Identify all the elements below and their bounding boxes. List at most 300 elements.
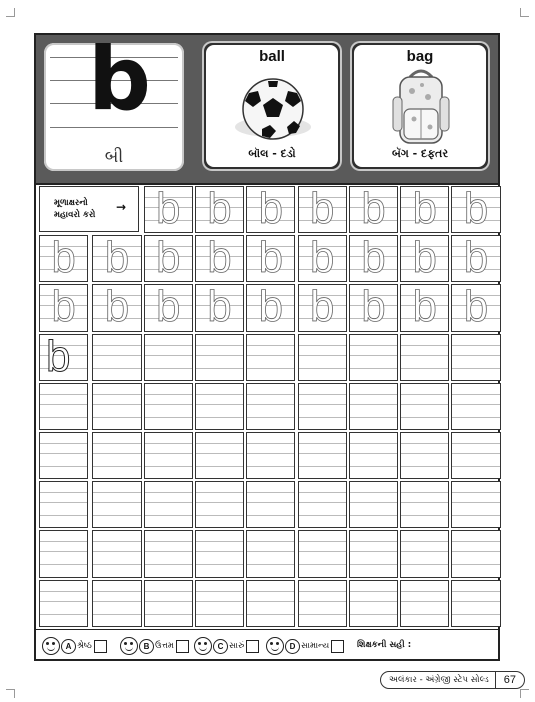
practice-cell[interactable] [39, 580, 88, 627]
guide-line [452, 466, 499, 467]
guide-line [40, 502, 87, 503]
guide-line [145, 443, 192, 444]
practice-cell[interactable] [349, 284, 398, 331]
practice-cell[interactable] [92, 334, 141, 381]
guide-line [196, 591, 243, 592]
guide-line [350, 564, 397, 565]
guide-line [40, 466, 87, 467]
guide-line [93, 591, 140, 592]
grade-letter: C [213, 639, 228, 654]
guide-line [299, 502, 346, 503]
practice-cell[interactable] [298, 530, 347, 577]
guide-line [299, 345, 346, 346]
practice-cell[interactable] [298, 334, 347, 381]
practice-cell[interactable] [349, 235, 398, 282]
crop-mark [6, 8, 15, 17]
guide-line [196, 541, 243, 542]
guide-line [299, 404, 346, 405]
practice-cell[interactable] [246, 383, 295, 430]
practice-cell[interactable] [195, 235, 244, 282]
trace-letter: b [309, 235, 335, 283]
trace-letter: b [207, 235, 232, 283]
guide-line [452, 355, 499, 356]
practice-cell[interactable] [349, 580, 398, 627]
trace-letter: b [258, 186, 284, 233]
practice-cell[interactable] [195, 186, 244, 233]
guide-line [93, 551, 140, 552]
trace-letter: b [51, 284, 76, 332]
practice-cell[interactable] [451, 530, 500, 577]
guide-line [299, 355, 346, 356]
practice-cell[interactable] [451, 432, 500, 479]
practice-cell[interactable] [246, 432, 295, 479]
guide-line [40, 515, 87, 516]
card-caption: બૅગ - દફતર [391, 147, 449, 160]
smiley-icon [120, 637, 138, 655]
grade-label: ઉત્તમ [155, 641, 174, 651]
practice-cell[interactable] [92, 530, 141, 577]
practice-cell[interactable] [451, 580, 500, 627]
guide-line [247, 564, 294, 565]
practice-cell[interactable] [298, 481, 347, 528]
guide-line [350, 466, 397, 467]
practice-cell[interactable] [144, 235, 193, 282]
practice-cell[interactable] [39, 284, 88, 331]
practice-cell[interactable] [92, 580, 141, 627]
guide-line [350, 453, 397, 454]
practice-cell[interactable] [451, 383, 500, 430]
guide-line [247, 443, 294, 444]
guide-line [401, 355, 448, 356]
guide-line [452, 601, 499, 602]
practice-cell[interactable] [92, 383, 141, 430]
guide-line [196, 502, 243, 503]
guide-line [196, 466, 243, 467]
guide-line [93, 502, 140, 503]
guide-line [247, 492, 294, 493]
guide-line [145, 502, 192, 503]
guide-line [247, 541, 294, 542]
guide-line [452, 394, 499, 395]
trace-letter: b [207, 186, 232, 233]
guide-line [40, 492, 87, 493]
practice-cell[interactable] [400, 383, 449, 430]
practice-cell[interactable] [298, 284, 347, 331]
trace-letter: b [51, 235, 76, 283]
guide-line [350, 394, 397, 395]
practice-cell[interactable] [195, 432, 244, 479]
practice-cell[interactable] [451, 235, 500, 282]
guide-line [350, 404, 397, 405]
guide-line [93, 515, 140, 516]
guide-line [247, 601, 294, 602]
guide-line [93, 614, 140, 615]
practice-cell[interactable] [246, 530, 295, 577]
guide-line [247, 394, 294, 395]
worksheet-frame [34, 33, 500, 661]
practice-cell[interactable] [349, 481, 398, 528]
practice-cell[interactable] [349, 432, 398, 479]
guide-line [452, 564, 499, 565]
grade-checkbox[interactable] [246, 640, 259, 653]
guide-line [401, 614, 448, 615]
guide-line [401, 541, 448, 542]
trace-letter: b [258, 284, 284, 332]
guide-line [350, 355, 397, 356]
big-letter: b [88, 43, 151, 130]
practice-cell[interactable] [451, 284, 500, 331]
guide-line [452, 591, 499, 592]
guide-line [196, 404, 243, 405]
practice-cell[interactable] [144, 383, 193, 430]
guide-line [350, 502, 397, 503]
guide-line [247, 368, 294, 369]
guide-line [452, 614, 499, 615]
guide-line [40, 614, 87, 615]
guide-line [350, 443, 397, 444]
guide-line [93, 394, 140, 395]
practice-cell[interactable] [451, 334, 500, 381]
practice-cell[interactable] [195, 334, 244, 381]
guide-line [452, 502, 499, 503]
guide-line [299, 443, 346, 444]
guide-line [452, 345, 499, 346]
smiley-icon [266, 637, 284, 655]
trace-letter: b [361, 235, 386, 283]
guide-line [299, 492, 346, 493]
practice-cell[interactable] [451, 481, 500, 528]
backpack-icon [390, 67, 452, 149]
practice-cell[interactable] [246, 235, 295, 282]
guide-line [401, 466, 448, 467]
trace-letter: b [156, 186, 181, 233]
guide-line [145, 345, 192, 346]
practice-cell[interactable] [39, 481, 88, 528]
practice-cell[interactable] [400, 284, 449, 331]
practice-cell[interactable] [195, 481, 244, 528]
guide-line [350, 601, 397, 602]
instruction-cell [39, 186, 139, 232]
guide-line [145, 492, 192, 493]
trace-letter: b [104, 284, 130, 332]
guide-line [93, 453, 140, 454]
guide-line [93, 404, 140, 405]
guide-line [40, 453, 87, 454]
practice-cell[interactable] [246, 284, 295, 331]
trace-letter: b [309, 186, 335, 233]
practice-cell[interactable] [451, 186, 500, 233]
practice-cell[interactable] [349, 383, 398, 430]
guide-line [145, 466, 192, 467]
guide-line [145, 453, 192, 454]
guide-line [401, 515, 448, 516]
trace-letter: b [258, 235, 284, 283]
grade-letter: A [61, 639, 76, 654]
guide-line [350, 345, 397, 346]
guide-line [40, 394, 87, 395]
guide-line [299, 394, 346, 395]
grade-label: સામાન્ય [301, 641, 330, 651]
guide-line [145, 564, 192, 565]
trace-letter: b [463, 235, 489, 283]
card-word: ball [259, 48, 285, 65]
grade-label: સારું [229, 641, 245, 651]
guide-line [452, 417, 499, 418]
guide-line [93, 466, 140, 467]
guide-line [40, 541, 87, 542]
practice-cell[interactable] [298, 383, 347, 430]
guide-line [350, 541, 397, 542]
guide-line [401, 564, 448, 565]
bag-card [350, 41, 490, 171]
guide-line [196, 453, 243, 454]
practice-cell[interactable] [246, 481, 295, 528]
guide-line [93, 417, 140, 418]
guide-line [350, 417, 397, 418]
guide-line [401, 502, 448, 503]
trace-letter: b [412, 284, 437, 332]
instruction-text: મૂળાક્ષરનો [54, 198, 88, 208]
guide-line [145, 394, 192, 395]
practice-cell[interactable] [246, 334, 295, 381]
practice-cell[interactable] [400, 432, 449, 479]
guide-line [401, 443, 448, 444]
guide-line [299, 515, 346, 516]
guide-line [40, 404, 87, 405]
guide-line [299, 466, 346, 467]
guide-line [196, 345, 243, 346]
grade-c [194, 636, 259, 656]
guide-line [196, 368, 243, 369]
guide-line [299, 564, 346, 565]
practice-cell[interactable] [39, 432, 88, 479]
guide-line [40, 443, 87, 444]
guide-line [452, 492, 499, 493]
crop-mark [520, 689, 529, 698]
smiley-icon [194, 637, 212, 655]
guide-line [93, 443, 140, 444]
practice-cell[interactable] [349, 186, 398, 233]
practice-cell[interactable] [298, 186, 347, 233]
practice-cell[interactable] [195, 580, 244, 627]
practice-cell[interactable] [400, 235, 449, 282]
guide-line [93, 345, 140, 346]
guide-line [145, 591, 192, 592]
trace-letter: b [207, 284, 232, 332]
guide-line [452, 368, 499, 369]
practice-cell[interactable] [39, 383, 88, 430]
grade-a [42, 636, 107, 656]
practice-cell[interactable] [195, 383, 244, 430]
series-title: અલંકાર - અંગ્રેજી સ્ટેપ સોલ્ડ [389, 675, 489, 685]
trace-letter: b [463, 284, 489, 332]
guide-line [93, 368, 140, 369]
guide-line [299, 453, 346, 454]
ball-card [202, 41, 342, 171]
guide-line [452, 453, 499, 454]
guide-line [299, 601, 346, 602]
practice-cell[interactable] [92, 284, 141, 331]
grade-checkbox[interactable] [176, 640, 189, 653]
guide-line [299, 551, 346, 552]
guide-line [247, 502, 294, 503]
practice-cell[interactable] [39, 530, 88, 577]
guide-line [145, 551, 192, 552]
practice-cell[interactable] [246, 186, 295, 233]
guide-line [247, 355, 294, 356]
practice-cell[interactable] [195, 530, 244, 577]
guide-line [196, 614, 243, 615]
grading-footer [36, 629, 498, 660]
guide-line [247, 515, 294, 516]
grade-b [120, 636, 189, 656]
guide-line [40, 564, 87, 565]
guide-line [401, 394, 448, 395]
letter-caption: બી [104, 147, 124, 167]
guide-line [145, 368, 192, 369]
guide-line [93, 601, 140, 602]
trace-letter: b [156, 235, 181, 283]
guide-line [350, 515, 397, 516]
guide-line [401, 404, 448, 405]
guide-line [299, 368, 346, 369]
guide-line [401, 551, 448, 552]
guide-line [350, 591, 397, 592]
guide-line [247, 404, 294, 405]
grade-letter: D [285, 639, 300, 654]
teacher-signature-label: શિક્ષકની સહી : [357, 640, 412, 650]
practice-cell[interactable] [298, 580, 347, 627]
trace-letter: b [156, 284, 181, 332]
guide-line [93, 541, 140, 542]
trace-letter: b [412, 235, 437, 283]
trace-letter: b [361, 186, 386, 233]
practice-cell[interactable] [92, 235, 141, 282]
practice-cell[interactable] [298, 235, 347, 282]
guide-line [452, 404, 499, 405]
guide-line [350, 614, 397, 615]
card-caption: બૉલ - દડો [248, 147, 296, 160]
practice-cell[interactable] [246, 580, 295, 627]
instruction-text: મહાવરો કરો [54, 210, 96, 220]
guide-line [40, 591, 87, 592]
practice-cell[interactable] [195, 284, 244, 331]
guide-line [452, 515, 499, 516]
guide-line [401, 345, 448, 346]
letter-card [44, 43, 184, 171]
guide-line [196, 515, 243, 516]
guide-line [196, 551, 243, 552]
guide-line [40, 601, 87, 602]
guide-line [196, 394, 243, 395]
practice-cell[interactable] [400, 580, 449, 627]
guide-line [145, 355, 192, 356]
practice-cell[interactable] [400, 530, 449, 577]
trace-letter: b [309, 284, 335, 332]
guide-line [196, 564, 243, 565]
guide-line [401, 591, 448, 592]
guide-line [452, 541, 499, 542]
guide-line [247, 551, 294, 552]
trace-letter: b [463, 186, 489, 233]
guide-line [93, 564, 140, 565]
practice-cell[interactable] [144, 284, 193, 331]
guide-line [452, 443, 499, 444]
trace-letter: b [361, 284, 386, 332]
guide-line [247, 417, 294, 418]
guide-line [145, 601, 192, 602]
grade-label: શ્રેષ્ઠ [77, 641, 92, 651]
practice-cell[interactable] [400, 334, 449, 381]
guide-line [350, 551, 397, 552]
practice-cell[interactable] [298, 432, 347, 479]
guide-line [452, 551, 499, 552]
practice-cell[interactable] [349, 530, 398, 577]
guide-line [196, 355, 243, 356]
practice-cell[interactable] [144, 580, 193, 627]
header-panel [36, 35, 498, 185]
grade-d [266, 636, 344, 656]
practice-cell[interactable] [144, 334, 193, 381]
guide-line [247, 591, 294, 592]
practice-cell[interactable] [400, 186, 449, 233]
guide-line [145, 541, 192, 542]
practice-cell[interactable] [144, 186, 193, 233]
crop-mark [6, 689, 15, 698]
practice-cell[interactable] [349, 334, 398, 381]
smiley-icon [42, 637, 60, 655]
arrow-right-icon: → [116, 200, 127, 214]
crop-mark [520, 8, 529, 17]
page-footer [380, 671, 525, 689]
guide-line [247, 466, 294, 467]
trace-letter: b [104, 235, 130, 283]
practice-cell[interactable] [144, 530, 193, 577]
guide-line [401, 417, 448, 418]
guide-line [247, 453, 294, 454]
practice-cell[interactable] [39, 334, 88, 381]
guide-line [247, 614, 294, 615]
guide-line [196, 601, 243, 602]
guide-line [145, 404, 192, 405]
trace-letter: b [46, 333, 71, 381]
soccer-ball-icon [232, 71, 314, 147]
guide-line [93, 355, 140, 356]
practice-cell[interactable] [92, 432, 141, 479]
practice-cell[interactable] [144, 432, 193, 479]
guide-line [299, 614, 346, 615]
trace-letter: b [412, 186, 437, 233]
practice-cell[interactable] [400, 481, 449, 528]
practice-cell[interactable] [144, 481, 193, 528]
guide-line [299, 417, 346, 418]
guide-line [401, 368, 448, 369]
practice-cell[interactable] [92, 481, 141, 528]
guide-line [350, 492, 397, 493]
guide-line [299, 591, 346, 592]
grade-checkbox[interactable] [331, 640, 344, 653]
page-number: 67 [495, 672, 524, 688]
guide-line [247, 345, 294, 346]
guide-line [401, 453, 448, 454]
guide-line [40, 551, 87, 552]
practice-cell[interactable] [39, 235, 88, 282]
grade-checkbox[interactable] [94, 640, 107, 653]
guide-line [93, 492, 140, 493]
guide-line [145, 515, 192, 516]
guide-line [299, 541, 346, 542]
guide-line [40, 417, 87, 418]
